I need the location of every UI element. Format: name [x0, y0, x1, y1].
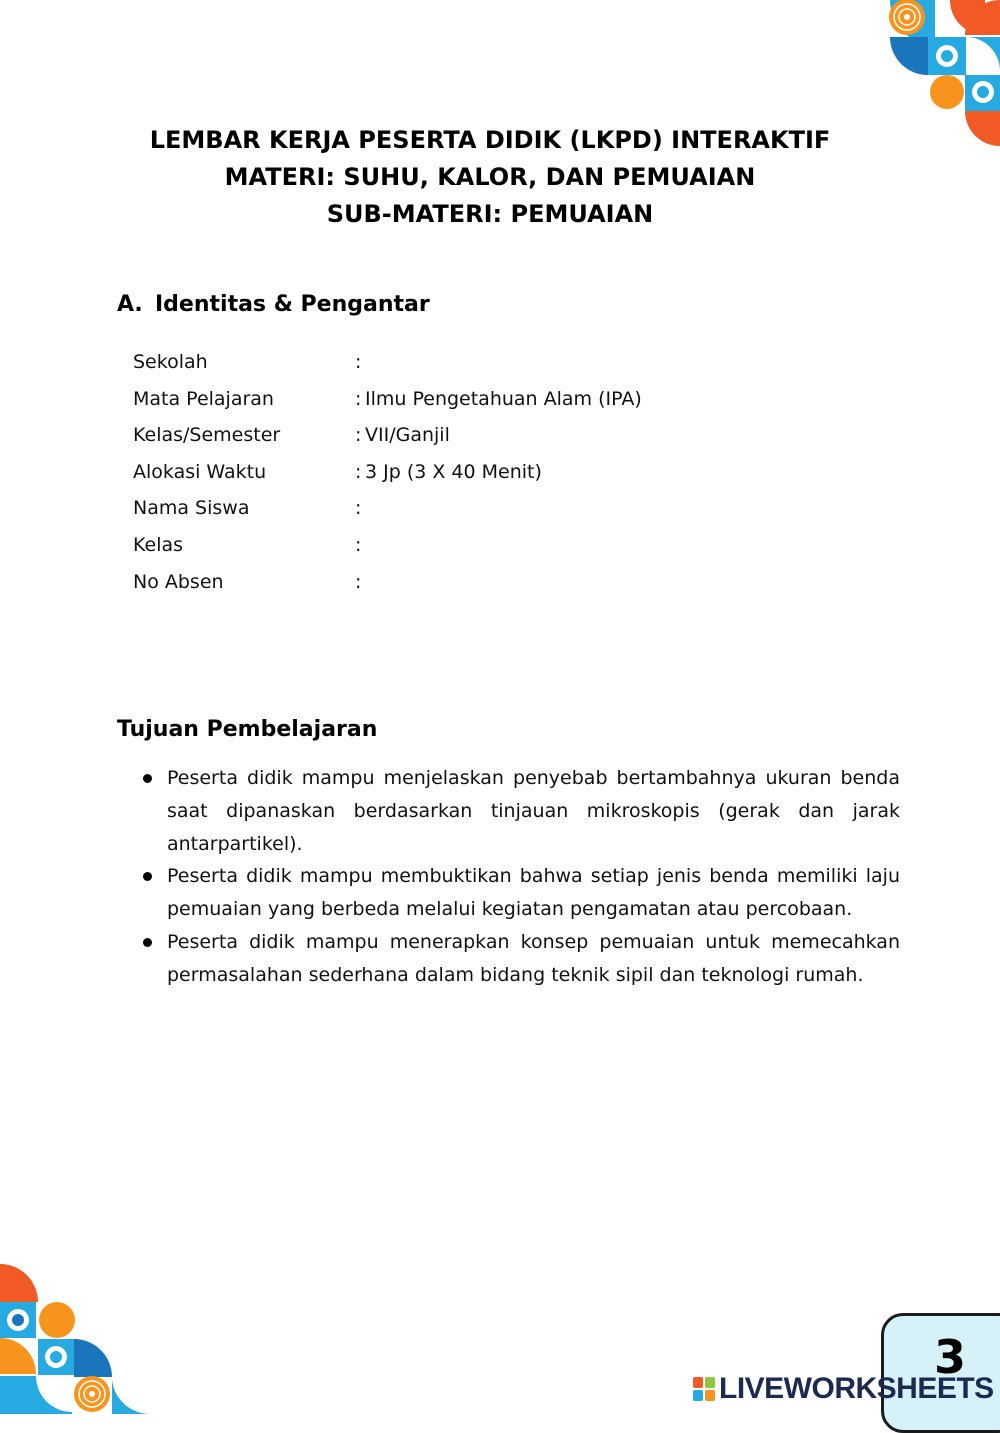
identity-value: Ilmu Pengetahuan Alam (IPA): [365, 387, 642, 410]
liveworksheets-brand[interactable]: [693, 1372, 994, 1406]
bullet-icon: [143, 938, 152, 947]
list-item: [140, 860, 900, 926]
identity-colon: :: [355, 387, 362, 410]
identity-label: Nama Siswa: [133, 497, 250, 520]
identity-label: Kelas/Semester: [133, 424, 281, 447]
identity-value: VII/Ganjil: [365, 424, 450, 447]
objective-text: Peserta didik mampu menjelaskan penyebab bertambahnya ukuran benda saat dipanaskan berdasarkan tinjauan mikroskopis (gerak dan jarak antarpartikel).: [167, 767, 900, 855]
identity-colon: :: [355, 460, 362, 483]
identity-value: 3 Jp (3 X 40 Menit): [365, 460, 542, 483]
title-line-1: LEMBAR KERJA PESERTA DIDIK (LKPD) INTERAKTIF: [149, 126, 831, 154]
identity-label: No Absen: [133, 570, 224, 593]
section-a-title: Identitas & Pengantar: [155, 292, 430, 317]
section-a-heading: [117, 292, 430, 317]
identity-label: Alokasi Waktu: [133, 460, 267, 483]
section-a-number: A.: [117, 292, 143, 317]
bullet-icon: [143, 872, 152, 881]
identity-colon: :: [355, 351, 362, 373]
objectives-heading: Tujuan Pembelajaran: [117, 717, 378, 742]
liveworksheets-text: LIVEWORKSHEETS: [719, 1372, 994, 1405]
identity-colon: :: [355, 424, 362, 447]
title-line-3: SUB-MATERI: PEMUAIAN: [326, 200, 654, 228]
objectives-list: [140, 762, 900, 992]
document-title: [0, 122, 980, 233]
identity-colon: :: [355, 570, 362, 593]
identity-label: Kelas: [133, 533, 184, 556]
identity-label: Sekolah: [133, 351, 208, 373]
corner-decoration-bottom-left: [0, 1264, 150, 1414]
list-item: [140, 926, 900, 992]
objective-text: Peserta didik mampu menerapkan konsep pemuaian untuk memecahkan permasalahan sederhana dalam bidang teknik sipil dan teknologi rumah.: [167, 930, 900, 986]
identity-label: Mata Pelajaran: [133, 387, 274, 410]
page-number: 3: [934, 1330, 967, 1384]
list-item: [140, 762, 900, 860]
objective-text: Peserta didik mampu membuktikan bahwa setiap jenis benda memiliki laju pemuaian yang berbeda melalui kegiatan pengamatan atau percobaan.: [167, 865, 900, 921]
title-line-2: MATERI: SUHU, KALOR, DAN PEMUAIAN: [224, 163, 756, 191]
identity-colon: :: [355, 533, 362, 556]
liveworksheets-logo-icon: [693, 1377, 715, 1401]
identity-colon: :: [355, 497, 362, 520]
bullet-icon: [143, 774, 152, 783]
